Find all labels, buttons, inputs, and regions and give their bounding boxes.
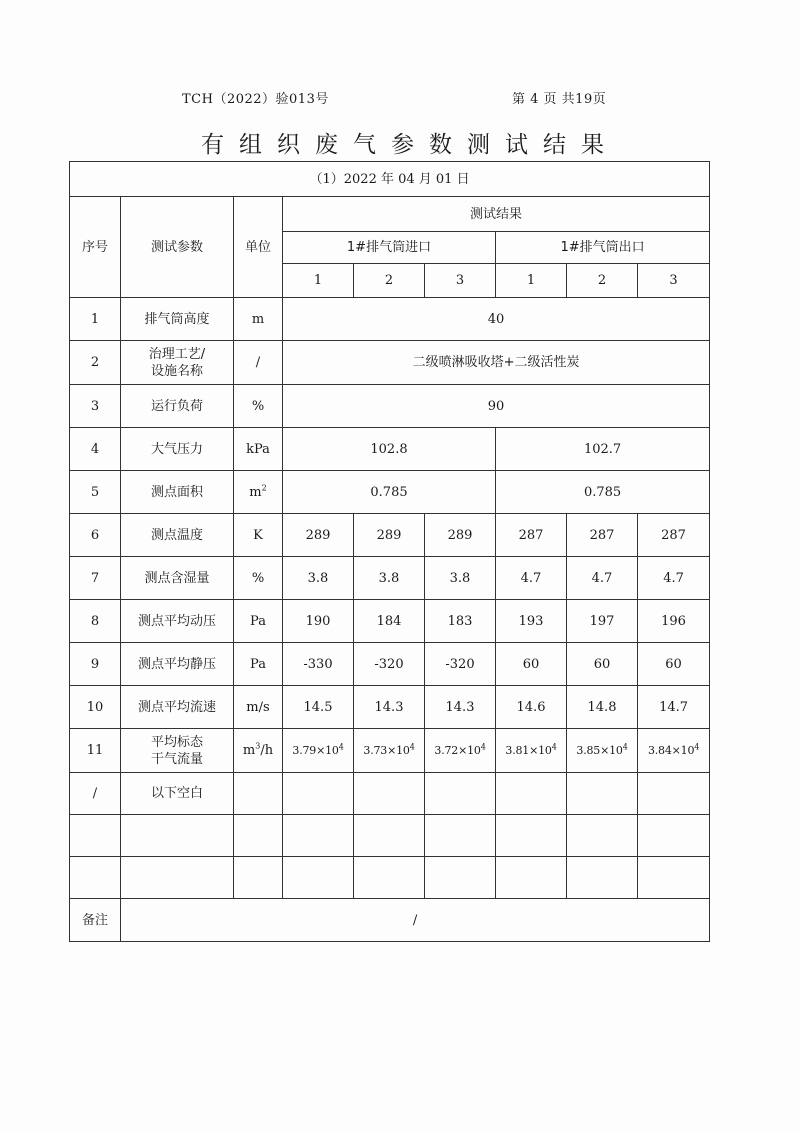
- row-value: 183: [425, 600, 496, 643]
- row-value: 14.6: [496, 686, 567, 729]
- row-value: 14.8: [567, 686, 638, 729]
- row-seq: 5: [70, 471, 121, 514]
- row-param: [121, 341, 234, 385]
- row-param: [121, 729, 234, 773]
- row-value-inlet: 0.785: [283, 471, 496, 514]
- table-row: [70, 471, 710, 514]
- row-value-outlet: 102.7: [496, 428, 710, 471]
- row-param-line1: 平均标态: [150, 734, 203, 750]
- row-unit: K: [234, 514, 283, 557]
- table-row: [70, 857, 710, 899]
- row-value: $3.73\times 10^4$: [354, 729, 425, 773]
- row-value: 14.5: [283, 686, 354, 729]
- row-value: $3.85\times 10^4$: [567, 729, 638, 773]
- table-row: [70, 298, 710, 341]
- row-seq: 7: [70, 557, 121, 600]
- row-value: $3.79\times 10^4$: [283, 729, 354, 773]
- unit-sup: 2: [261, 483, 267, 493]
- page-title: 有组织废气参数测试结果: [201, 132, 619, 158]
- page-info: 第 4 页 共19页: [512, 92, 607, 107]
- sub-col-outlet-1: 1: [496, 264, 567, 298]
- row-param: 大气压力: [121, 428, 234, 471]
- row-value: 287: [496, 514, 567, 557]
- row-seq: /: [70, 773, 121, 815]
- row-value: 287: [567, 514, 638, 557]
- table-row: [70, 428, 710, 471]
- row-value: $3.84\times 10^4$: [638, 729, 710, 773]
- sub-col-outlet-3: 3: [638, 264, 710, 298]
- row-value: 14.3: [425, 686, 496, 729]
- table-row: [70, 600, 710, 643]
- sub-col-inlet-3: 3: [425, 264, 496, 298]
- row-value: 60: [567, 643, 638, 686]
- blank-note: 以下空白: [121, 773, 234, 815]
- sub-col-outlet-2: 2: [567, 264, 638, 298]
- row-value: 197: [567, 600, 638, 643]
- row-value: 4.7: [496, 557, 567, 600]
- row-value-merged: 二级喷淋吸收塔+二级活性炭: [283, 341, 710, 385]
- row-value-outlet: 0.785: [496, 471, 710, 514]
- row-value: 60: [496, 643, 567, 686]
- row-value: -320: [354, 643, 425, 686]
- row-seq: 3: [70, 385, 121, 428]
- table-row: [70, 773, 710, 815]
- row-seq: 10: [70, 686, 121, 729]
- sub-col-inlet-2: 2: [354, 264, 425, 298]
- header-unit: 单位: [234, 197, 283, 298]
- row-seq: 9: [70, 643, 121, 686]
- table-row: [70, 815, 710, 857]
- row-unit: m/s: [234, 686, 283, 729]
- row-unit: %: [234, 557, 283, 600]
- row-param-line2: 干气流量: [150, 751, 203, 767]
- row-seq: 11: [70, 729, 121, 773]
- remark-row: [70, 899, 710, 942]
- test-date: （1）2022 年 04 月 01 日: [70, 162, 710, 197]
- row-value: 193: [496, 600, 567, 643]
- row-value: 14.3: [354, 686, 425, 729]
- remark-value: /: [121, 899, 710, 942]
- row-unit: Pa: [234, 600, 283, 643]
- row-value: 289: [354, 514, 425, 557]
- header-param: 测试参数: [121, 197, 234, 298]
- row-unit: %: [234, 385, 283, 428]
- row-seq: 8: [70, 600, 121, 643]
- row-unit: /: [234, 341, 283, 385]
- row-value: 60: [638, 643, 710, 686]
- row-value-merged: 90: [283, 385, 710, 428]
- row-value: 3.8: [283, 557, 354, 600]
- row-value: 196: [638, 600, 710, 643]
- row-param-line2: 设施名称: [150, 363, 203, 379]
- unit-tail: /h: [260, 743, 274, 758]
- header-inlet: 1#排气筒进口: [283, 232, 496, 264]
- table-row: [70, 514, 710, 557]
- sub-col-inlet-1: 1: [283, 264, 354, 298]
- remark-label: 备注: [70, 899, 121, 942]
- row-unit: m: [234, 298, 283, 341]
- header-seq: 序号: [70, 197, 121, 298]
- row-value-inlet: 102.8: [283, 428, 496, 471]
- row-value: 4.7: [638, 557, 710, 600]
- row-value: 14.7: [638, 686, 710, 729]
- row-param: 测点温度: [121, 514, 234, 557]
- row-seq: 2: [70, 341, 121, 385]
- row-seq: 6: [70, 514, 121, 557]
- row-param: 测点平均静压: [121, 643, 234, 686]
- unit-base: m: [242, 743, 256, 758]
- row-unit: [234, 471, 283, 514]
- row-param: 测点面积: [121, 471, 234, 514]
- row-param-line1: 治理工艺/: [148, 346, 206, 362]
- row-param: 测点含湿量: [121, 557, 234, 600]
- row-value: 3.8: [425, 557, 496, 600]
- row-value: -330: [283, 643, 354, 686]
- row-param: 测点平均流速: [121, 686, 234, 729]
- table-row: [70, 729, 710, 773]
- row-value: 287: [638, 514, 710, 557]
- unit-base: m: [249, 484, 262, 500]
- row-value-merged: 40: [283, 298, 710, 341]
- table-row: [70, 643, 710, 686]
- row-param: 测点平均动压: [121, 600, 234, 643]
- row-value: -320: [425, 643, 496, 686]
- row-unit: kPa: [234, 428, 283, 471]
- header-results: 测试结果: [283, 197, 710, 232]
- row-seq: 4: [70, 428, 121, 471]
- row-unit: Pa: [234, 643, 283, 686]
- table-row: [70, 557, 710, 600]
- report-number: TCH（2022）验013号: [182, 92, 329, 107]
- header-outlet: 1#排气筒出口: [496, 232, 710, 264]
- row-value: 289: [425, 514, 496, 557]
- row-value: 190: [283, 600, 354, 643]
- row-seq: 1: [70, 298, 121, 341]
- results-table: [69, 161, 710, 942]
- row-value: $3.72\times 10^4$: [425, 729, 496, 773]
- row-value: 289: [283, 514, 354, 557]
- row-value: $3.81\times 10^4$: [496, 729, 567, 773]
- unit-sup: 3: [255, 741, 261, 751]
- row-unit: [234, 729, 283, 773]
- row-value: 4.7: [567, 557, 638, 600]
- row-value: 184: [354, 600, 425, 643]
- row-value: 3.8: [354, 557, 425, 600]
- row-param: 运行负荷: [121, 385, 234, 428]
- table-row: [70, 686, 710, 729]
- table-row: [70, 341, 710, 385]
- row-param: 排气筒高度: [121, 298, 234, 341]
- table-row: [70, 385, 710, 428]
